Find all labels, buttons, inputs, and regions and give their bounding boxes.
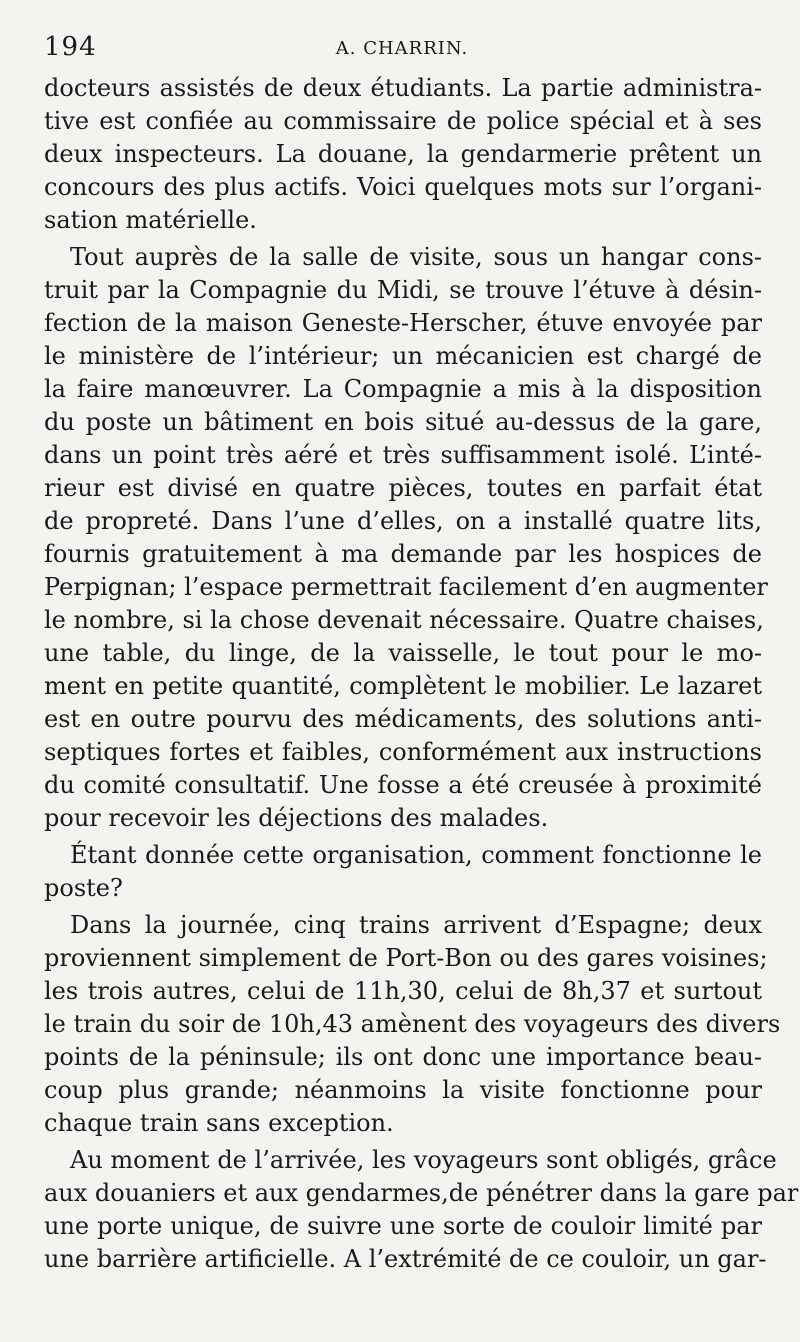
page-header: [44, 32, 760, 66]
text-line: rieur est divisé en quatre pièces, toutes en parfait état: [44, 474, 762, 502]
text-line: Dans la journée, cinq trains arrivent d’Espagne; deux: [70, 911, 762, 939]
text-line: poste?: [44, 874, 123, 902]
text-line: fournis gratuitement à ma demande par les hospices de: [44, 540, 762, 568]
text-line: pour recevoir les déjections des malades.: [44, 804, 549, 832]
text-line: concours des plus actifs. Voici quelques mots sur l’organi-: [44, 173, 762, 201]
text-line: une table, du linge, de la vaisselle, le tout pour le mo-: [44, 639, 762, 667]
text-line: aux douaniers et aux gendarmes,de pénétrer dans la gare par: [44, 1179, 799, 1207]
text-line: chaque train sans exception.: [44, 1109, 394, 1137]
body-text: [44, 72, 799, 1276]
text-line: la faire manœuvrer. La Compagnie a mis à la disposition: [44, 375, 762, 403]
text-line: une porte unique, de suivre une sorte de couloir limité par: [44, 1212, 762, 1240]
text-line: sation matérielle.: [44, 206, 257, 234]
text-line: fection de la maison Geneste-Herscher, étuve envoyée par: [44, 309, 762, 337]
text-line: septiques fortes et faibles, conformément aux instructions: [44, 738, 762, 766]
text-line: du poste un bâtiment en bois situé au-dessus de la gare,: [44, 408, 762, 436]
text-line: de propreté. Dans l’une d’elles, on a installé quatre lits,: [44, 507, 762, 535]
text-line: est en outre pourvu des médicaments, des solutions anti-: [44, 705, 762, 733]
text-line: une barrière artificielle. A l’extrémité de ce couloir, un gar-: [44, 1245, 767, 1273]
text-line: dans un point très aéré et très suffisamment isolé. L’inté-: [44, 441, 762, 469]
text-line: deux inspecteurs. La douane, la gendarmerie prêtent un: [44, 140, 762, 168]
text-line: Perpignan; l’espace permettrait facilement d’en augmenter: [44, 573, 768, 601]
text-line: docteurs assistés de deux étudiants. La partie administra-: [44, 74, 762, 102]
text-line: proviennent simplement de Port-Bon ou des gares voisines;: [44, 944, 768, 972]
text-line: coup plus grande; néanmoins la visite fonctionne pour: [44, 1076, 762, 1104]
text-line: Tout auprès de la salle de visite, sous un hangar cons-: [70, 243, 762, 271]
text-line: tive est confiée au commissaire de police spécial et à ses: [44, 107, 762, 135]
running-head: A. CHARRIN.: [335, 38, 469, 59]
text-line: le nombre, si la chose devenait nécessaire. Quatre chaises,: [44, 606, 764, 634]
text-line: le ministère de l’intérieur; un mécanicien est chargé de: [44, 342, 762, 370]
text-line: Au moment de l’arrivée, les voyageurs sont obligés, grâce: [70, 1146, 777, 1174]
text-line: du comité consultatif. Une fosse a été creusée à proximité: [44, 771, 762, 799]
text-line: les trois autres, celui de 11h,30, celui de 8h,37 et surtout: [44, 977, 762, 1005]
page-number: 194: [44, 32, 97, 62]
text-line: truit par la Compagnie du Midi, se trouve l’étuve à désin-: [44, 276, 762, 304]
text-line: le train du soir de 10h,43 amènent des voyageurs des divers: [44, 1010, 781, 1038]
text-line: ment en petite quantité, complètent le mobilier. Le lazaret: [44, 672, 762, 700]
text-line: Étant donnée cette organisation, comment fonctionne le: [70, 841, 762, 869]
text-line: points de la péninsule; ils ont donc une importance beau-: [44, 1043, 762, 1071]
